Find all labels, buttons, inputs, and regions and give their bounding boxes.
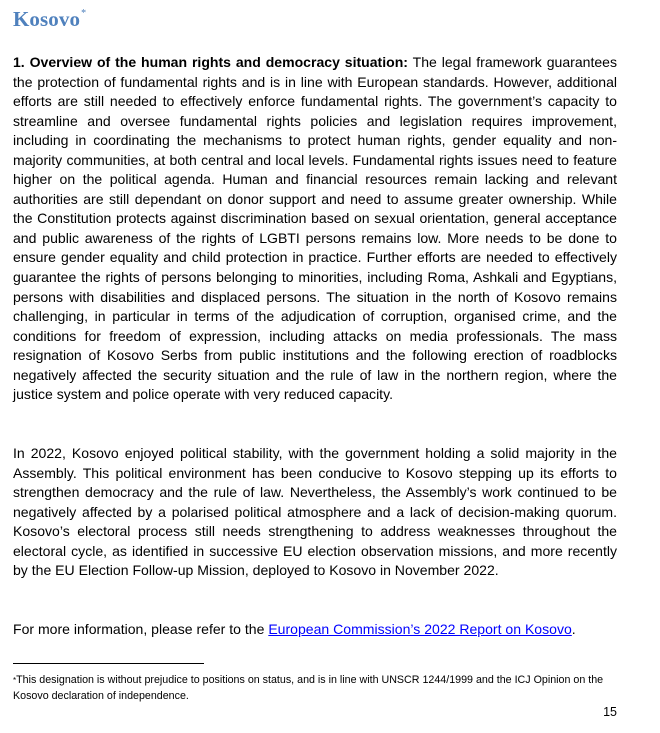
more-info-prefix: For more information, please refer to the (13, 621, 269, 637)
footnote-mark: * (13, 676, 17, 685)
commission-report-link[interactable]: European Commission’s 2022 Report on Kosovo (268, 621, 572, 637)
title-text: Kosovo (13, 7, 81, 31)
footnote (13, 672, 617, 704)
page-number: 15 (603, 705, 617, 719)
overview-paragraph (13, 53, 617, 405)
political-situation-paragraph: In 2022, Kosovo enjoyed political stability, with the government holding a solid majority in the Assembly. This political environment has been conducive to Kosovo stepping up its efforts to strengthen democracy and the rule of law. Nevertheless, the Assembly’s work continued to be negatively affected by a polarised political atmosphere and a lack of decision-making quorum. Kosovo’s electoral process still needs strengthening to address weaknesses throughout the electoral cycle, as identified in successive EU election observation missions, and more recently by the EU Election Follow-up Mission, deployed to Kosovo in November 2022. (13, 445, 617, 579)
more-info-paragraph (13, 620, 617, 640)
more-info-suffix: . (571, 621, 576, 637)
footnote-reference-mark: * (81, 8, 87, 19)
page-title (13, 7, 86, 37)
footnote-separator (13, 663, 204, 664)
footnote-text: This designation is without prejudice to positions on status, and is in line with UNSCR 1244/1999 and the ICJ Opinion on the Kosovo declaration of independence. (13, 674, 604, 702)
overview-text: The legal framework guarantees the protection of fundamental rights and is in line with European standards. However, additional efforts are still needed to effectively enforce fundamental rights. The government’s capacity to streamline and oversee fundamental rights policies and legislation requires improvement, including in coordinating the mechanisms to protect human rights, gender equality and non-majority communities, at both central and local levels. Fundamental rights issues need to feature higher on the political agenda. Human and financial resources remain lacking and relevant authorities are still dependant on donor support and need to assume greater ownership. While the Constitution protects against discrimination based on sexual orientation, general acceptance and public awareness of the rights of LGBTI persons remains low. More needs to be done to ensure gender equality and child protection in practice. Further efforts are needed to effectively guarantee the rights of persons belonging to minorities, including Roma, Ashkali and Egyptians, persons with disabilities and displaced persons. The situation in the north of Kosovo remains challenging, in particular in terms of the adjudication of corruption, organised crime, and the conditions for freedom of expression, including attacks on media professionals. The mass resignation of Kosovo Serbs from public institutions and the following erection of roadblocks negatively affected the security situation and the rule of law in the northern region, where the justice system and police operate with very reduced capacity. (13, 54, 618, 403)
section-heading: 1. Overview of the human rights and democracy situation: (13, 54, 408, 70)
